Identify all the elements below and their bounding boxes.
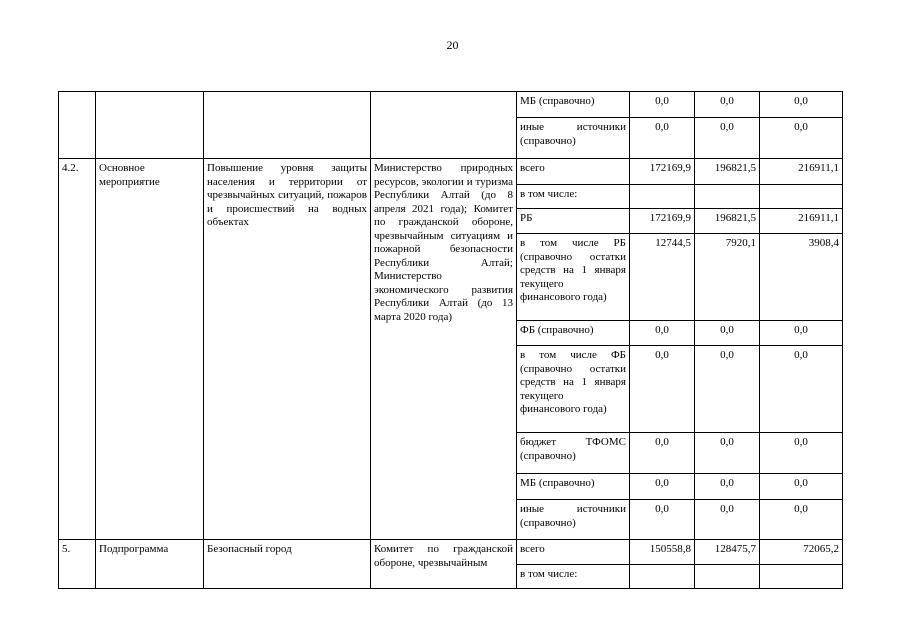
cont-type-cell — [96, 92, 204, 159]
value-cell: 0,0 — [760, 346, 843, 433]
measure-name: Повышение уровня защиты населения и территории от чрезвычайных ситуаций, пожаров и происшествий на водных объектах — [204, 159, 371, 540]
value-cell: 128475,7 — [695, 540, 760, 565]
value-cell: 216911,1 — [760, 159, 843, 185]
page-number: 20 — [446, 38, 459, 52]
value-cell: 0,0 — [760, 321, 843, 346]
value-cell: 172169,9 — [630, 209, 695, 234]
value-cell: 0,0 — [760, 92, 843, 118]
measure-name: Безопасный город — [204, 540, 371, 589]
table-row — [59, 159, 843, 185]
value-cell: 0,0 — [630, 433, 695, 474]
value-cell: 0,0 — [695, 474, 760, 500]
measure-type: Подпрограмма — [96, 540, 204, 589]
value-cell: 0,0 — [630, 474, 695, 500]
value-cell: 150558,8 — [630, 540, 695, 565]
value-cell: 0,0 — [630, 321, 695, 346]
value-cell: 0,0 — [630, 346, 695, 433]
table-row — [59, 540, 843, 565]
value-cell: 12744,5 — [630, 234, 695, 321]
value-cell — [630, 565, 695, 589]
source-label: в том числе: — [517, 565, 630, 589]
source-label: ФБ (справочно) — [517, 321, 630, 346]
value-cell: 0,0 — [695, 433, 760, 474]
source-label: в том числе РБ (справочно остатки средств на 1 января текущего финансового года) — [517, 234, 630, 321]
value-cell: 172169,9 — [630, 159, 695, 185]
value-cell: 196821,5 — [695, 159, 760, 185]
cont-executor-cell — [371, 92, 517, 159]
value-cell: 0,0 — [695, 92, 760, 118]
source-label: всего — [517, 159, 630, 185]
source-label: МБ (справочно) — [517, 474, 630, 500]
source-label: иные источники (справочно) — [517, 500, 630, 540]
value-cell: 3908,4 — [760, 234, 843, 321]
measure-type: Основное мероприятие — [96, 159, 204, 540]
source-label: бюджет ТФОМС (справочно) — [517, 433, 630, 474]
value-cell — [760, 565, 843, 589]
value-cell: 0,0 — [695, 321, 760, 346]
cont-name-cell — [204, 92, 371, 159]
source-label: в том числе ФБ (справочно остатки средств на 1 января текущего финансового года) — [517, 346, 630, 433]
executor: Комитет по гражданской обороне, чрезвычайным — [371, 540, 517, 589]
value-cell — [695, 185, 760, 209]
value-cell: 0,0 — [695, 346, 760, 433]
value-cell: 0,0 — [760, 474, 843, 500]
value-cell — [695, 565, 760, 589]
table-row — [59, 92, 843, 118]
source-label: МБ (справочно) — [517, 92, 630, 118]
value-cell: 7920,1 — [695, 234, 760, 321]
value-cell — [760, 185, 843, 209]
row-number: 4.2. — [59, 159, 96, 540]
source-label: всего — [517, 540, 630, 565]
source-label: в том числе: — [517, 185, 630, 209]
value-cell — [630, 185, 695, 209]
value-cell: 0,0 — [760, 118, 843, 159]
value-cell: 0,0 — [630, 500, 695, 540]
value-cell: 0,0 — [630, 118, 695, 159]
cont-num-cell — [59, 92, 96, 159]
value-cell: 72065,2 — [760, 540, 843, 565]
value-cell: 0,0 — [695, 118, 760, 159]
row-number: 5. — [59, 540, 96, 589]
value-cell: 0,0 — [695, 500, 760, 540]
value-cell: 0,0 — [630, 92, 695, 118]
value-cell: 216911,1 — [760, 209, 843, 234]
value-cell: 0,0 — [760, 500, 843, 540]
financing-table — [58, 91, 843, 589]
value-cell: 0,0 — [760, 433, 843, 474]
value-cell: 196821,5 — [695, 209, 760, 234]
source-label: РБ — [517, 209, 630, 234]
source-label: иные источники (справочно) — [517, 118, 630, 159]
executor: Министерство природных ресурсов, экологии и туризма Республики Алтай (до 8 апреля 2021 года); Комитет по гражданской обороне, чрезвычайным ситуациям и пожарной безопасности Республики Алтай; Министерство экономического развития Республики Алтай (до 13 марта 2020 года) — [371, 159, 517, 540]
